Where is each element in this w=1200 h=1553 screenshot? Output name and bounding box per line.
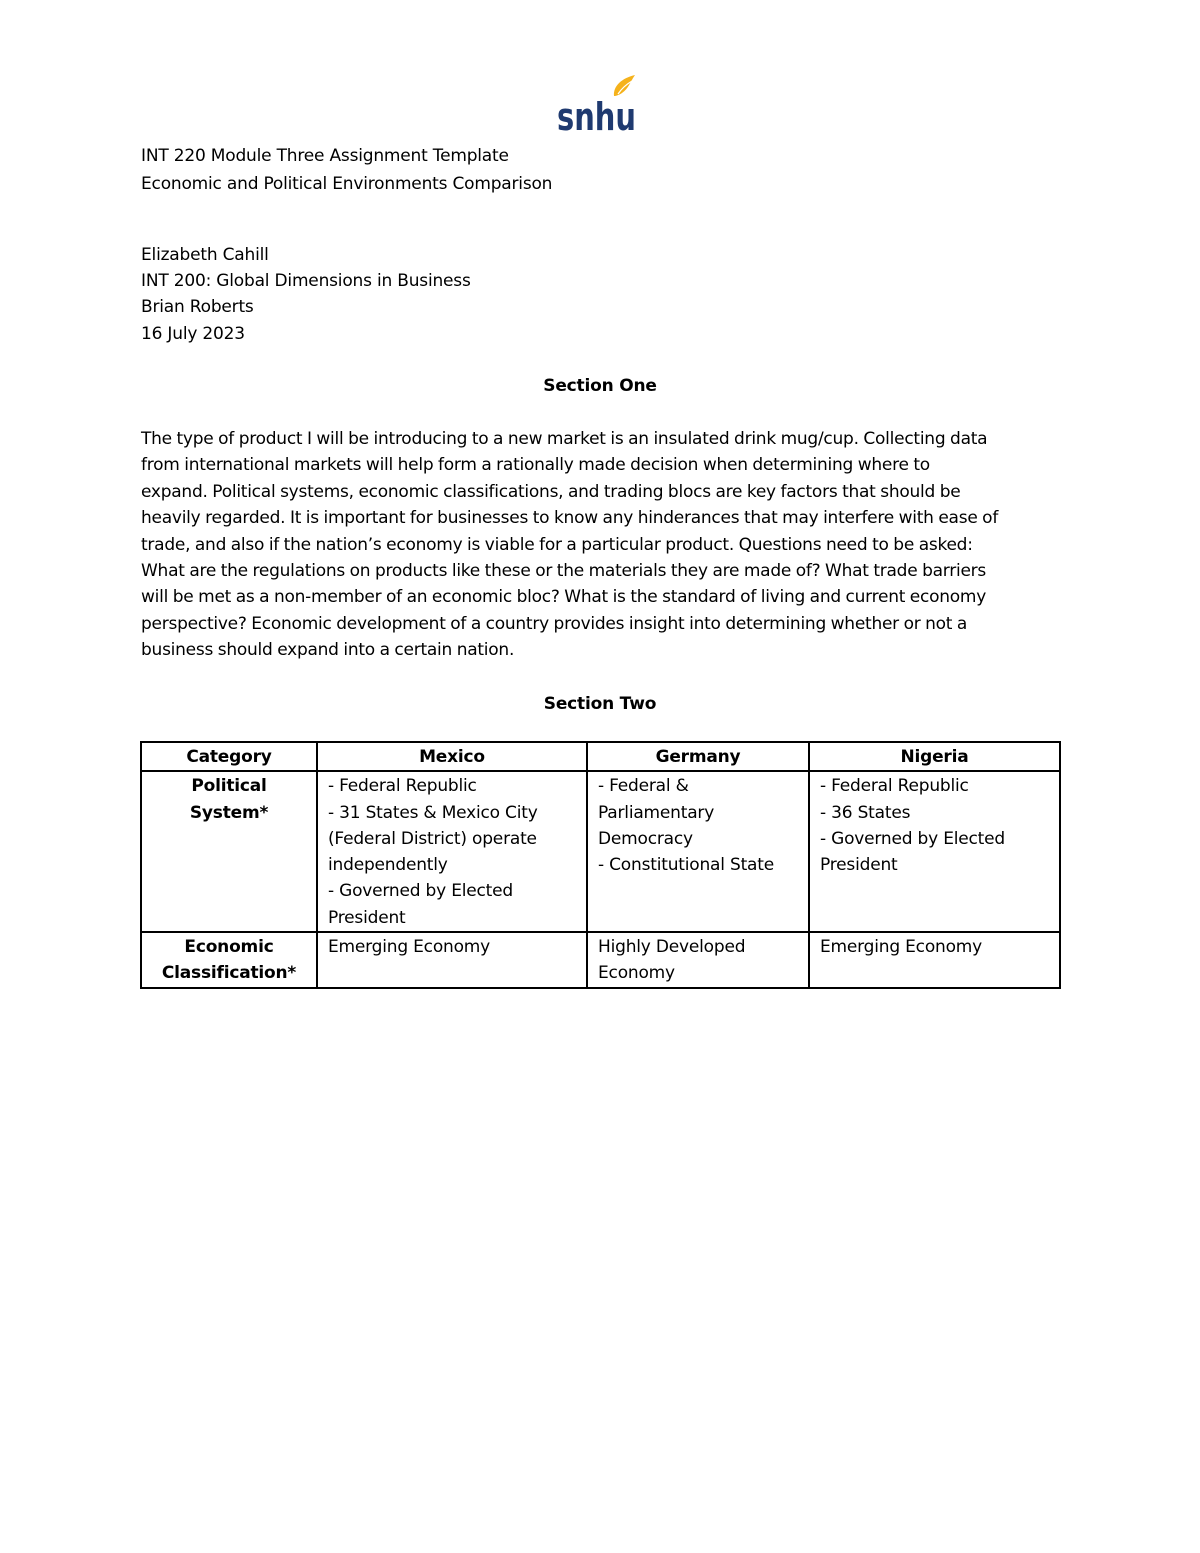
paragraph-line: perspective? Economic development of a country provides insight into determining whether or not a <box>141 613 968 634</box>
section-one-heading: Section One <box>543 376 657 396</box>
section-one-paragraph <box>141 426 1059 664</box>
cell-line: - Governed by Elected President <box>328 881 513 928</box>
template-title: INT 220 Module Three Assignment Template <box>141 146 509 166</box>
cell-line: - Constitutional State <box>598 855 774 876</box>
cell-nigeria-economic <box>809 932 1060 988</box>
cell-line: - Governed by Elected President <box>820 828 1005 876</box>
header-germany: Germany <box>587 742 809 771</box>
cell-line: - Federal & Parliamentary Democracy <box>598 776 715 849</box>
header-category: Category <box>141 742 317 771</box>
document-subtitle: Economic and Political Environments Comparison <box>141 174 553 194</box>
comparison-table <box>140 741 1061 989</box>
snhu-logo <box>556 74 638 139</box>
paragraph-line: from international markets will help form a rationally made decision when determining where to <box>141 455 930 476</box>
cell-line: Emerging Economy <box>328 937 491 958</box>
paragraph-line: expand. Political systems, economic classifications, and trading blocs are key factors that should be <box>141 481 961 502</box>
paragraph-line: business should expand into a certain nation. <box>141 640 515 661</box>
table-row <box>141 771 1060 932</box>
cell-germany-economic <box>587 932 809 988</box>
paragraph-line: will be met as a non-member of an economic bloc? What is the standard of living and current economy <box>141 587 987 608</box>
header-mexico: Mexico <box>317 742 587 771</box>
course-name: INT 200: Global Dimensions in Business <box>141 271 471 291</box>
table-row <box>141 932 1060 988</box>
cell-line: - Federal Republic <box>820 776 969 797</box>
cell-line: Highly Developed Economy <box>598 937 746 984</box>
author-name: Elizabeth Cahill <box>141 245 269 265</box>
cell-germany-political <box>587 771 809 932</box>
cell-mexico-economic <box>317 932 587 988</box>
instructor-name: Brian Roberts <box>141 297 254 317</box>
cell-line: - 36 States <box>820 802 911 823</box>
logo-wordmark: snhu <box>557 95 636 139</box>
header-nigeria: Nigeria <box>809 742 1060 771</box>
row-category-economic-classification: Economic Classification* <box>141 932 317 988</box>
paragraph-line: What are the regulations on products like these or the materials they are made of? What trade barriers <box>141 561 986 582</box>
cell-line: Emerging Economy <box>820 937 983 958</box>
paragraph-line: The type of product I will be introducing to a new market is an insulated drink mug/cup. Collecting data <box>141 429 988 449</box>
section-two-heading: Section Two <box>543 694 657 714</box>
paragraph-line: heavily regarded. It is important for businesses to know any hinderances that may interfere with ease of <box>141 508 999 529</box>
row-category-political-system: Political System* <box>141 771 317 932</box>
cell-line: - Federal Republic <box>328 776 477 797</box>
cell-line: - 31 States & Mexico City (Federal District) operate independently <box>328 802 538 876</box>
document-date: 16 July 2023 <box>141 324 245 344</box>
table-header-row <box>141 742 1060 771</box>
cell-mexico-political <box>317 771 587 932</box>
paragraph-line: trade, and also if the nation’s economy is viable for a particular product. Questions need to be asked: <box>141 534 973 555</box>
cell-nigeria-political <box>809 771 1060 932</box>
